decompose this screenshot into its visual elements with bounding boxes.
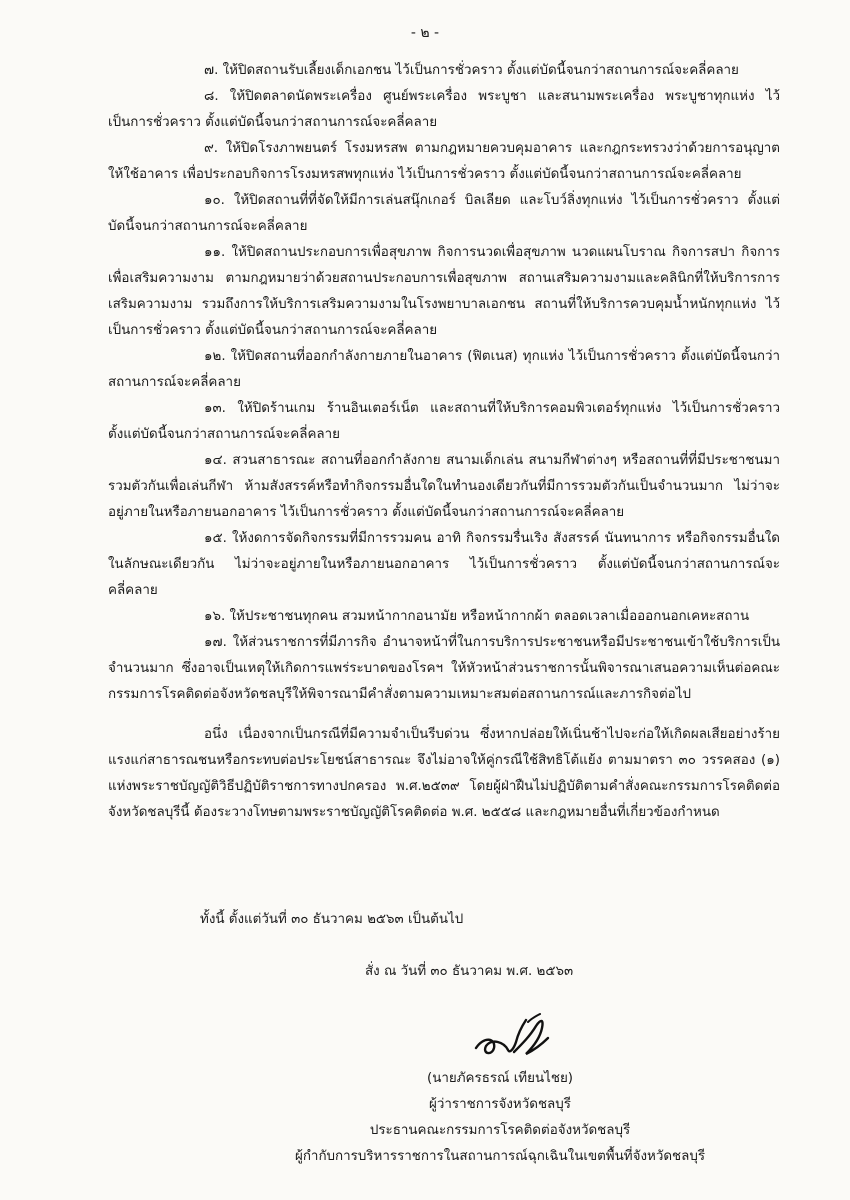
signatory-position-emergency-supervisor: ผู้กำกับการบริหารราชการในสถานการณ์ฉุกเฉินในเขตพื้นที่จังหวัดชลบุรี [294, 1149, 706, 1164]
clause-11: ๑๑. ให้ปิดสถานประกอบการเพื่อสุขภาพ กิจการนวดเพื่อสุขภาพ นวดแผนโบราณ กิจการสปา กิจการเพื่อเสริมความงาม ตามกฎหมายว่าด้วยสถานประกอบการเพื่อสุขภาพ สถานเสริมความงามและคลินิกที่ให้บริการการเสริมความงาม รวมถึงการให้บริการเสริมความงามในโรงพยาบาลเอกชน สถานที่ให้บริการควบคุมน้ำหนักทุกแห่ง ไว้เป็นการชั่วคราว ตั้งแต่บัดนี้จนกว่าสถานการณ์จะคลี่คลาย [108, 245, 780, 338]
clause-7: ๗. ให้ปิดสถานรับเลี้ยงเด็กเอกชน ไว้เป็นการชั่วคราว ตั้งแต่บัดนี้จนกว่าสถานการณ์จะคลี่คลาย [204, 63, 739, 78]
clause-8: ๘. ให้ปิดตลาดนัดพระเครื่อง ศูนย์พระเครื่อง พระบูชา และสนามพระเครื่อง พระบูชาทุกแห่ง ไว้เป็นการชั่วคราว ตั้งแต่บัดนี้จนกว่าสถานการณ์จะคลี่คลาย [108, 89, 780, 130]
effective-date: ทั้งนี้ ตั้งแต่วันที่ ๓๐ ธันวาคม ๒๕๖๓ เป็นต้นไป [200, 912, 464, 927]
clause-13: ๑๓. ให้ปิดร้านเกม ร้านอินเตอร์เน็ต และสถานที่ให้บริการคอมพิวเตอร์ทุกแห่ง ไว้เป็นการชั่วคราว ตั้งแต่บัดนี้จนกว่าสถานการณ์จะคลี่คลาย [108, 401, 780, 442]
clause-15: ๑๕. ให้งดการจัดกิจกรรมที่มีการรวมคน อาทิ กิจกรรมรื่นเริง สังสรรค์ นันทนาการ หรือกิจกรรมอื่นใดในลักษณะเดียวกัน ไม่ว่าจะอยู่ภายในหรือภายนอกอาคาร ไว้เป็นการชั่วคราว ตั้งแต่บัดนี้จนกว่าสถานการณ์จะคลี่คลาย [108, 531, 780, 598]
signatory-position-chairman: ประธานคณะกรรมการโรคติดต่อจังหวัดชลบุรี [369, 1123, 631, 1138]
clause-17: ๑๗. ให้ส่วนราชการที่มีภารกิจ อำนาจหน้าที่ในการบริการประชาชนหรือมีประชาชนเข้าใช้บริการเป็นจำนวนมาก ซึ่งอาจเป็นเหตุให้เกิดการแพร่ระบาดของโรคฯ ให้หัวหน้าส่วนราชการนั้นพิจารณาเสนอความเห็นต่อคณะกรรมการโรคติดต่อจังหวัดชลบุรีให้พิจารณามีคำสั่งตามความเหมาะสมต่อสถานการณ์และภารกิจต่อไป [108, 635, 780, 702]
clause-9: ๙. ให้ปิดโรงภาพยนตร์ โรงมหรสพ ตามกฎหมายควบคุมอาคาร และกฎกระทรวงว่าด้วยการอนุญาตให้ใช้อาคาร เพื่อประกอบกิจการโรงมหรสพทุกแห่ง ไว้เป็นการชั่วคราว ตั้งแต่บัดนี้จนกว่าสถานการณ์จะคลี่คลาย [108, 141, 780, 182]
page-number: - ๒ - [410, 25, 440, 41]
clause-10: ๑๐. ให้ปิดสถานที่ที่จัดให้มีการเล่นสนุ๊กเกอร์ บิลเลียด และโบว์ลิ่งทุกแห่ง ไว้เป็นการชั่วคราว ตั้งแต่บัดนี้จนกว่าสถานการณ์จะคลี่คลาย [108, 193, 780, 234]
order-body [108, 58, 780, 826]
signatory-block [200, 1066, 800, 1170]
clause-14: ๑๔. สวนสาธารณะ สถานที่ออกกำลังกาย สนามเด็กเล่น สนามกีฬาต่างๆ หรือสถานที่ที่มีประชาชนมารวมตัวกันเพื่อเล่นกีฬา ห้ามสังสรรค์หรือทำกิจกรรมอื่นใดในทำนองเดียวกันที่มีการรวมตัวกันเป็นจำนวนมาก ไม่ว่าจะอยู่ภายในหรือภายนอกอาคาร ไว้เป็นการชั่วคราว ตั้งแต่บัดนี้จนกว่าสถานการณ์จะคลี่คลาย [108, 453, 780, 520]
handwritten-signature [470, 1008, 560, 1066]
clause-12: ๑๒. ให้ปิดสถานที่ออกกำลังกายภายในอาคาร (ฟิตเนส) ทุกแห่ง ไว้เป็นการชั่วคราว ตั้งแต่บัดนี้จนกว่าสถานการณ์จะคลี่คลาย [108, 349, 780, 390]
paragraph-gap [108, 708, 780, 722]
signatory-name: (นายภัครธรณ์ เทียนไชย) [426, 1071, 574, 1086]
ordered-date: สั่ง ณ วันที่ ๓๐ ธันวาคม พ.ศ. ๒๕๖๓ [365, 964, 574, 979]
clause-16: ๑๖. ให้ประชาชนทุกคน สวมหน้ากากอนามัย หรือหน้ากากผ้า ตลอดเวลาเมื่อออกนอกเคหะสถาน [204, 609, 750, 624]
signatory-position-governor: ผู้ว่าราชการจังหวัดชลบุรี [429, 1097, 571, 1112]
note-paragraph: อนึ่ง เนื่องจากเป็นกรณีที่มีความจำเป็นรีบด่วน ซึ่งหากปล่อยให้เนิ่นช้าไปจะก่อให้เกิดผลเสียอย่างร้ายแรงแก่สาธารณชนหรือกระทบต่อประโยชน์สาธารณะ จึงไม่อาจให้คู่กรณีใช้สิทธิโต้แย้ง ตามมาตรา ๓๐ วรรคสอง (๑) แห่งพระราชบัญญัติวิธีปฏิบัติราชการทางปกครอง พ.ศ.๒๕๓๙ โดยผู้ฝ่าฝืนไม่ปฏิบัติตามคำสั่งคณะกรรมการโรคติดต่อจังหวัดชลบุรีนี้ ต้องระวางโทษตามพระราชบัญญัติโรคติดต่อ พ.ศ. ๒๕๕๘ และกฎหมายอื่นที่เกี่ยวข้องกำหนด [108, 727, 780, 820]
